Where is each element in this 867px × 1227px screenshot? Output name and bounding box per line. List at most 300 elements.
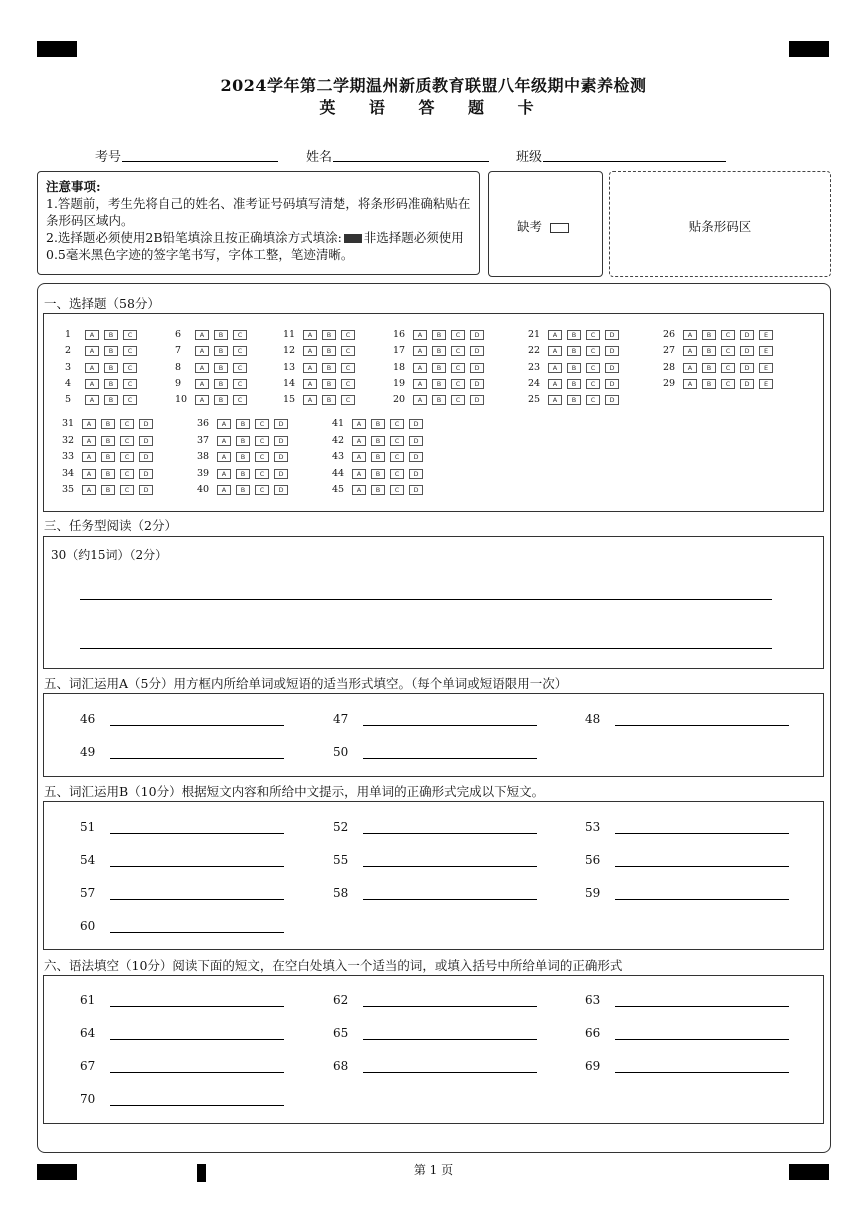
option-bubble-c[interactable]: C bbox=[123, 363, 137, 373]
option-bubble-d[interactable]: D bbox=[274, 469, 288, 479]
option-bubble-d[interactable]: D bbox=[139, 452, 153, 462]
question-number: 42 bbox=[332, 435, 345, 446]
blank-line[interactable] bbox=[110, 899, 284, 900]
choice-question bbox=[332, 418, 428, 430]
option-bubble-a[interactable]: A bbox=[548, 330, 562, 340]
option-bubble-b[interactable]: B bbox=[567, 330, 581, 340]
option-bubble-d[interactable]: D bbox=[409, 436, 423, 446]
option-bubble-a[interactable]: A bbox=[82, 469, 96, 479]
barcode-area bbox=[609, 171, 831, 277]
choice-question bbox=[283, 329, 360, 341]
blank-line[interactable] bbox=[110, 725, 284, 726]
option-bubble-d[interactable]: D bbox=[139, 436, 153, 446]
blank-line[interactable] bbox=[615, 866, 789, 867]
option-bubble-c[interactable]: C bbox=[341, 395, 355, 405]
option-bubble-b[interactable]: B bbox=[371, 485, 385, 495]
option-bubble-a[interactable]: A bbox=[195, 330, 209, 340]
question-number: 11 bbox=[283, 329, 296, 340]
choice-question bbox=[332, 468, 428, 480]
question-number: 23 bbox=[528, 362, 541, 373]
answer-blank[interactable] bbox=[333, 1026, 543, 1042]
option-bubble-b[interactable]: B bbox=[104, 330, 118, 340]
option-bubble-a[interactable]: A bbox=[217, 469, 231, 479]
section-5a-title: 五、词汇运用A（5分）用方框内所给单词或短语的适当形式填空。（每个单词或短语限用一次） bbox=[44, 676, 568, 691]
blank-line[interactable] bbox=[363, 1006, 537, 1007]
option-bubble-e[interactable]: E bbox=[759, 379, 773, 389]
option-bubble-a[interactable]: A bbox=[303, 346, 317, 356]
option-bubble-b[interactable]: B bbox=[322, 379, 336, 389]
option-bubble-a[interactable]: A bbox=[195, 395, 209, 405]
answer-blank[interactable] bbox=[333, 712, 543, 728]
q30-answer-line-2[interactable] bbox=[80, 648, 772, 649]
question-number: 25 bbox=[528, 394, 541, 405]
option-bubble-d[interactable]: D bbox=[605, 330, 619, 340]
page-subtitle: 英 语 答 题 卡 bbox=[319, 98, 548, 117]
option-bubble-c[interactable]: C bbox=[451, 395, 465, 405]
choice-question bbox=[663, 345, 778, 357]
option-bubble-b[interactable]: B bbox=[101, 419, 115, 429]
option-bubble-d[interactable]: D bbox=[740, 330, 754, 340]
option-bubble-b[interactable]: B bbox=[236, 436, 250, 446]
blank-number: 48 bbox=[585, 712, 601, 726]
option-bubble-c[interactable]: C bbox=[233, 379, 247, 389]
question-number: 39 bbox=[197, 468, 210, 479]
answer-blank[interactable] bbox=[333, 993, 543, 1009]
answer-blank[interactable] bbox=[80, 1092, 290, 1108]
choice-question bbox=[283, 394, 360, 406]
option-bubble-c[interactable]: C bbox=[390, 469, 404, 479]
option-bubble-d[interactable]: D bbox=[605, 346, 619, 356]
option-bubble-b[interactable]: B bbox=[214, 346, 228, 356]
question-number: 18 bbox=[393, 362, 406, 373]
blank-number: 65 bbox=[333, 1026, 349, 1040]
option-bubble-a[interactable]: A bbox=[85, 363, 99, 373]
option-bubble-b[interactable]: B bbox=[214, 379, 228, 389]
option-bubble-a[interactable]: A bbox=[352, 436, 366, 446]
option-bubble-a[interactable]: A bbox=[352, 452, 366, 462]
option-bubble-d[interactable]: D bbox=[470, 363, 484, 373]
option-bubble-c[interactable]: C bbox=[123, 330, 137, 340]
blank-line[interactable] bbox=[110, 1039, 284, 1040]
option-bubble-a[interactable]: A bbox=[85, 379, 99, 389]
option-bubble-b[interactable]: B bbox=[432, 346, 446, 356]
answer-blank[interactable] bbox=[585, 1059, 795, 1075]
option-bubble-a[interactable]: A bbox=[217, 452, 231, 462]
blank-line[interactable] bbox=[110, 1006, 284, 1007]
blank-number: 55 bbox=[333, 853, 349, 867]
option-bubble-b[interactable]: B bbox=[702, 330, 716, 340]
option-bubble-d[interactable]: D bbox=[470, 379, 484, 389]
option-bubble-c[interactable]: C bbox=[255, 419, 269, 429]
blank-number: 50 bbox=[333, 745, 349, 759]
option-bubble-b[interactable]: B bbox=[214, 395, 228, 405]
option-bubble-c[interactable]: C bbox=[721, 330, 735, 340]
option-bubble-b[interactable]: B bbox=[322, 330, 336, 340]
blank-line[interactable] bbox=[615, 1006, 789, 1007]
option-bubble-a[interactable]: A bbox=[413, 346, 427, 356]
answer-blank[interactable] bbox=[80, 1026, 290, 1042]
q30-answer-line-1[interactable] bbox=[80, 599, 772, 600]
option-bubble-b[interactable]: B bbox=[567, 346, 581, 356]
option-bubble-a[interactable]: A bbox=[352, 469, 366, 479]
option-bubble-d[interactable]: D bbox=[409, 485, 423, 495]
option-bubble-c[interactable]: C bbox=[451, 346, 465, 356]
option-bubble-c[interactable]: C bbox=[123, 395, 137, 405]
page-title: 2024学年第二学期温州新质教育联盟八年级期中素养检测 bbox=[220, 76, 647, 95]
answer-blank[interactable] bbox=[333, 853, 543, 869]
option-bubble-c[interactable]: C bbox=[120, 419, 134, 429]
option-bubble-b[interactable]: B bbox=[702, 379, 716, 389]
q30-label: 30（约15词）（2分） bbox=[51, 548, 168, 562]
option-bubble-d[interactable]: D bbox=[274, 485, 288, 495]
blank-line[interactable] bbox=[363, 833, 537, 834]
exam-no-field[interactable] bbox=[122, 161, 278, 162]
class-field[interactable] bbox=[543, 161, 726, 162]
option-bubble-a[interactable]: A bbox=[548, 379, 562, 389]
choice-question bbox=[175, 329, 252, 341]
option-bubble-d[interactable]: D bbox=[605, 363, 619, 373]
question-number: 38 bbox=[197, 451, 210, 462]
choice-question bbox=[528, 378, 624, 390]
option-bubble-b[interactable]: B bbox=[236, 419, 250, 429]
option-bubble-c[interactable]: C bbox=[255, 485, 269, 495]
section-6-title: 六、语法填空（10分）阅读下面的短文，在空白处填入一个适当的词，或填入括号中所给单词的正确形式 bbox=[44, 958, 623, 973]
option-bubble-a[interactable]: A bbox=[548, 363, 562, 373]
blank-number: 59 bbox=[585, 886, 601, 900]
option-bubble-c[interactable]: C bbox=[233, 395, 247, 405]
option-bubble-b[interactable]: B bbox=[371, 452, 385, 462]
choice-question bbox=[528, 345, 624, 357]
choice-question bbox=[332, 484, 428, 496]
option-bubble-d[interactable]: D bbox=[740, 363, 754, 373]
blank-line[interactable] bbox=[615, 725, 789, 726]
option-bubble-b[interactable]: B bbox=[322, 363, 336, 373]
blank-line[interactable] bbox=[615, 833, 789, 834]
option-bubble-a[interactable]: A bbox=[683, 379, 697, 389]
option-bubble-e[interactable]: E bbox=[759, 363, 773, 373]
option-bubble-b[interactable]: B bbox=[236, 469, 250, 479]
choice-question bbox=[65, 394, 142, 406]
option-bubble-a[interactable]: A bbox=[548, 395, 562, 405]
answer-blank[interactable] bbox=[585, 993, 795, 1009]
answer-blank[interactable] bbox=[80, 1059, 290, 1075]
option-bubble-b[interactable]: B bbox=[567, 395, 581, 405]
blank-line[interactable] bbox=[615, 1039, 789, 1040]
question-number: 22 bbox=[528, 345, 541, 356]
option-bubble-b[interactable]: B bbox=[236, 485, 250, 495]
choice-question bbox=[65, 378, 142, 390]
option-bubble-b[interactable]: B bbox=[371, 469, 385, 479]
option-bubble-c[interactable]: C bbox=[721, 363, 735, 373]
option-bubble-a[interactable]: A bbox=[413, 379, 427, 389]
option-bubble-a[interactable]: A bbox=[352, 485, 366, 495]
answer-blank[interactable] bbox=[80, 993, 290, 1009]
answer-blank[interactable] bbox=[585, 886, 795, 902]
option-bubble-c[interactable]: C bbox=[451, 330, 465, 340]
blank-line[interactable] bbox=[110, 1105, 284, 1106]
choice-question bbox=[197, 418, 293, 430]
option-bubble-d[interactable]: D bbox=[470, 395, 484, 405]
option-bubble-b[interactable]: B bbox=[236, 452, 250, 462]
question-number: 43 bbox=[332, 451, 345, 462]
option-bubble-b[interactable]: B bbox=[702, 363, 716, 373]
class-label: 班级 bbox=[516, 150, 543, 165]
blank-line[interactable] bbox=[363, 899, 537, 900]
option-bubble-a[interactable]: A bbox=[217, 485, 231, 495]
blank-number: 46 bbox=[80, 712, 96, 726]
option-bubble-a[interactable]: A bbox=[82, 452, 96, 462]
question-number: 7 bbox=[175, 345, 182, 356]
choice-question bbox=[175, 378, 252, 390]
choice-question bbox=[65, 345, 142, 357]
blank-line[interactable] bbox=[110, 833, 284, 834]
option-bubble-a[interactable]: A bbox=[195, 379, 209, 389]
answer-blank[interactable] bbox=[333, 886, 543, 902]
option-bubble-b[interactable]: B bbox=[432, 363, 446, 373]
question-number: 32 bbox=[62, 435, 75, 446]
option-bubble-d[interactable]: D bbox=[274, 452, 288, 462]
option-bubble-b[interactable]: B bbox=[432, 379, 446, 389]
choice-question bbox=[62, 451, 158, 463]
option-bubble-a[interactable]: A bbox=[82, 419, 96, 429]
option-bubble-c[interactable]: C bbox=[120, 469, 134, 479]
option-bubble-a[interactable]: A bbox=[683, 363, 697, 373]
blank-line[interactable] bbox=[363, 725, 537, 726]
answer-blank[interactable] bbox=[585, 1026, 795, 1042]
option-bubble-b[interactable]: B bbox=[432, 330, 446, 340]
option-bubble-c[interactable]: C bbox=[390, 485, 404, 495]
answer-blank[interactable] bbox=[333, 820, 543, 836]
option-bubble-a[interactable]: A bbox=[683, 346, 697, 356]
option-bubble-b[interactable]: B bbox=[214, 330, 228, 340]
notice-line-2 bbox=[46, 229, 471, 263]
option-bubble-d[interactable]: D bbox=[740, 379, 754, 389]
option-bubble-d[interactable]: D bbox=[470, 346, 484, 356]
option-bubble-a[interactable]: A bbox=[303, 395, 317, 405]
absent-checkbox[interactable] bbox=[550, 223, 569, 233]
blank-line[interactable] bbox=[363, 1072, 537, 1073]
option-bubble-a[interactable]: A bbox=[82, 436, 96, 446]
blank-number: 52 bbox=[333, 820, 349, 834]
option-bubble-c[interactable]: C bbox=[586, 363, 600, 373]
blank-line[interactable] bbox=[110, 758, 284, 759]
option-bubble-a[interactable]: A bbox=[413, 363, 427, 373]
blank-number: 62 bbox=[333, 993, 349, 1007]
option-bubble-c[interactable]: C bbox=[451, 379, 465, 389]
option-bubble-a[interactable]: A bbox=[217, 419, 231, 429]
choice-question bbox=[393, 345, 489, 357]
blank-line[interactable] bbox=[110, 1072, 284, 1073]
blank-line[interactable] bbox=[363, 866, 537, 867]
question-number: 14 bbox=[283, 378, 296, 389]
option-bubble-b[interactable]: B bbox=[104, 346, 118, 356]
answer-blank[interactable] bbox=[80, 853, 290, 869]
option-bubble-d[interactable]: D bbox=[605, 395, 619, 405]
choice-question bbox=[283, 345, 360, 357]
option-bubble-c[interactable]: C bbox=[586, 379, 600, 389]
question-number: 20 bbox=[393, 394, 406, 405]
question-number: 34 bbox=[62, 468, 75, 479]
answer-blank[interactable] bbox=[80, 745, 290, 761]
option-bubble-c[interactable]: C bbox=[341, 363, 355, 373]
option-bubble-b[interactable]: B bbox=[432, 395, 446, 405]
blank-number: 69 bbox=[585, 1059, 601, 1073]
blank-line[interactable] bbox=[110, 866, 284, 867]
option-bubble-d[interactable]: D bbox=[470, 330, 484, 340]
choice-question bbox=[393, 362, 489, 374]
option-bubble-d[interactable]: D bbox=[409, 469, 423, 479]
question-number: 2 bbox=[65, 345, 72, 356]
question-number: 40 bbox=[197, 484, 210, 495]
option-bubble-c[interactable]: C bbox=[586, 346, 600, 356]
option-bubble-c[interactable]: C bbox=[721, 379, 735, 389]
option-bubble-b[interactable]: B bbox=[371, 419, 385, 429]
blank-line[interactable] bbox=[363, 758, 537, 759]
option-bubble-c[interactable]: C bbox=[451, 363, 465, 373]
question-number: 45 bbox=[332, 484, 345, 495]
question-number: 29 bbox=[663, 378, 676, 389]
fill-sample-icon bbox=[344, 234, 362, 243]
option-bubble-b[interactable]: B bbox=[101, 485, 115, 495]
answer-blank[interactable] bbox=[80, 712, 290, 728]
blank-line[interactable] bbox=[615, 899, 789, 900]
blank-number: 54 bbox=[80, 853, 96, 867]
answer-blank[interactable] bbox=[585, 853, 795, 869]
option-bubble-c[interactable]: C bbox=[586, 330, 600, 340]
option-bubble-d[interactable]: D bbox=[605, 379, 619, 389]
answer-blank[interactable] bbox=[80, 820, 290, 836]
option-bubble-c[interactable]: C bbox=[120, 436, 134, 446]
option-bubble-a[interactable]: A bbox=[303, 379, 317, 389]
question-number: 33 bbox=[62, 451, 75, 462]
option-bubble-a[interactable]: A bbox=[217, 436, 231, 446]
option-bubble-b[interactable]: B bbox=[101, 436, 115, 446]
option-bubble-a[interactable]: A bbox=[303, 363, 317, 373]
question-number: 5 bbox=[65, 394, 72, 405]
option-bubble-d[interactable]: D bbox=[274, 419, 288, 429]
option-bubble-a[interactable]: A bbox=[303, 330, 317, 340]
blank-line[interactable] bbox=[363, 1039, 537, 1040]
blank-line[interactable] bbox=[615, 1072, 789, 1073]
option-bubble-c[interactable]: C bbox=[341, 379, 355, 389]
option-bubble-b[interactable]: B bbox=[371, 436, 385, 446]
option-bubble-a[interactable]: A bbox=[683, 330, 697, 340]
option-bubble-a[interactable]: A bbox=[85, 346, 99, 356]
option-bubble-c[interactable]: C bbox=[233, 346, 247, 356]
choice-question bbox=[283, 378, 360, 390]
option-bubble-b[interactable]: B bbox=[567, 363, 581, 373]
option-bubble-c[interactable]: C bbox=[255, 452, 269, 462]
blank-number: 61 bbox=[80, 993, 96, 1007]
absent-mark[interactable] bbox=[517, 217, 569, 235]
choice-question bbox=[663, 378, 778, 390]
option-bubble-c[interactable]: C bbox=[255, 469, 269, 479]
question-number: 37 bbox=[197, 435, 210, 446]
option-bubble-e[interactable]: E bbox=[759, 330, 773, 340]
option-bubble-c[interactable]: C bbox=[721, 346, 735, 356]
option-bubble-b[interactable]: B bbox=[104, 379, 118, 389]
question-number: 21 bbox=[528, 329, 541, 340]
answer-blank[interactable] bbox=[333, 745, 543, 761]
answer-blank[interactable] bbox=[333, 1059, 543, 1075]
option-bubble-c[interactable]: C bbox=[341, 346, 355, 356]
section-3-title: 三、任务型阅读（2分） bbox=[44, 518, 177, 533]
blank-line[interactable] bbox=[110, 932, 284, 933]
option-bubble-a[interactable]: A bbox=[195, 363, 209, 373]
option-bubble-c[interactable]: C bbox=[233, 330, 247, 340]
option-bubble-c[interactable]: C bbox=[390, 436, 404, 446]
option-bubble-b[interactable]: B bbox=[101, 469, 115, 479]
option-bubble-c[interactable]: C bbox=[390, 452, 404, 462]
option-bubble-e[interactable]: E bbox=[759, 346, 773, 356]
option-bubble-c[interactable]: C bbox=[123, 346, 137, 356]
option-bubble-d[interactable]: D bbox=[274, 436, 288, 446]
answer-blank[interactable] bbox=[585, 820, 795, 836]
option-bubble-b[interactable]: B bbox=[214, 363, 228, 373]
answer-blank[interactable] bbox=[80, 886, 290, 902]
option-bubble-a[interactable]: A bbox=[85, 395, 99, 405]
option-bubble-b[interactable]: B bbox=[322, 346, 336, 356]
option-bubble-b[interactable]: B bbox=[104, 395, 118, 405]
name-label: 姓名 bbox=[306, 150, 333, 165]
option-bubble-c[interactable]: C bbox=[120, 485, 134, 495]
option-bubble-d[interactable]: D bbox=[740, 346, 754, 356]
notice-heading: 注意事项: bbox=[46, 179, 101, 194]
option-bubble-c[interactable]: C bbox=[255, 436, 269, 446]
option-bubble-b[interactable]: B bbox=[101, 452, 115, 462]
option-bubble-d[interactable]: D bbox=[139, 419, 153, 429]
section-1-title: 一、选择题（58分） bbox=[44, 296, 160, 311]
option-bubble-d[interactable]: D bbox=[139, 469, 153, 479]
option-bubble-d[interactable]: D bbox=[139, 485, 153, 495]
option-bubble-c[interactable]: C bbox=[120, 452, 134, 462]
exam-no-label: 考号 bbox=[95, 150, 122, 165]
choice-question bbox=[62, 418, 158, 430]
option-bubble-d[interactable]: D bbox=[409, 419, 423, 429]
option-bubble-c[interactable]: C bbox=[586, 395, 600, 405]
question-number: 31 bbox=[62, 418, 75, 429]
question-number: 44 bbox=[332, 468, 345, 479]
option-bubble-a[interactable]: A bbox=[548, 346, 562, 356]
option-bubble-c[interactable]: C bbox=[233, 363, 247, 373]
question-number: 8 bbox=[175, 362, 182, 373]
option-bubble-c[interactable]: C bbox=[123, 379, 137, 389]
absent-label: 缺考 bbox=[517, 219, 543, 234]
answer-blank[interactable] bbox=[585, 712, 795, 728]
option-bubble-d[interactable]: D bbox=[409, 452, 423, 462]
registration-mark-top-left bbox=[37, 41, 77, 57]
choice-question bbox=[663, 362, 778, 374]
option-bubble-a[interactable]: A bbox=[82, 485, 96, 495]
option-bubble-b[interactable]: B bbox=[567, 379, 581, 389]
choice-question bbox=[62, 484, 158, 496]
option-bubble-b[interactable]: B bbox=[104, 363, 118, 373]
option-bubble-a[interactable]: A bbox=[413, 395, 427, 405]
blank-number: 47 bbox=[333, 712, 349, 726]
option-bubble-b[interactable]: B bbox=[322, 395, 336, 405]
option-bubble-a[interactable]: A bbox=[413, 330, 427, 340]
choice-question bbox=[62, 468, 158, 480]
name-field[interactable] bbox=[333, 161, 489, 162]
option-bubble-a[interactable]: A bbox=[352, 419, 366, 429]
answer-blank[interactable] bbox=[80, 919, 290, 935]
option-bubble-a[interactable]: A bbox=[85, 330, 99, 340]
option-bubble-c[interactable]: C bbox=[341, 330, 355, 340]
blank-number: 70 bbox=[80, 1092, 96, 1106]
option-bubble-b[interactable]: B bbox=[702, 346, 716, 356]
option-bubble-a[interactable]: A bbox=[195, 346, 209, 356]
option-bubble-c[interactable]: C bbox=[390, 419, 404, 429]
